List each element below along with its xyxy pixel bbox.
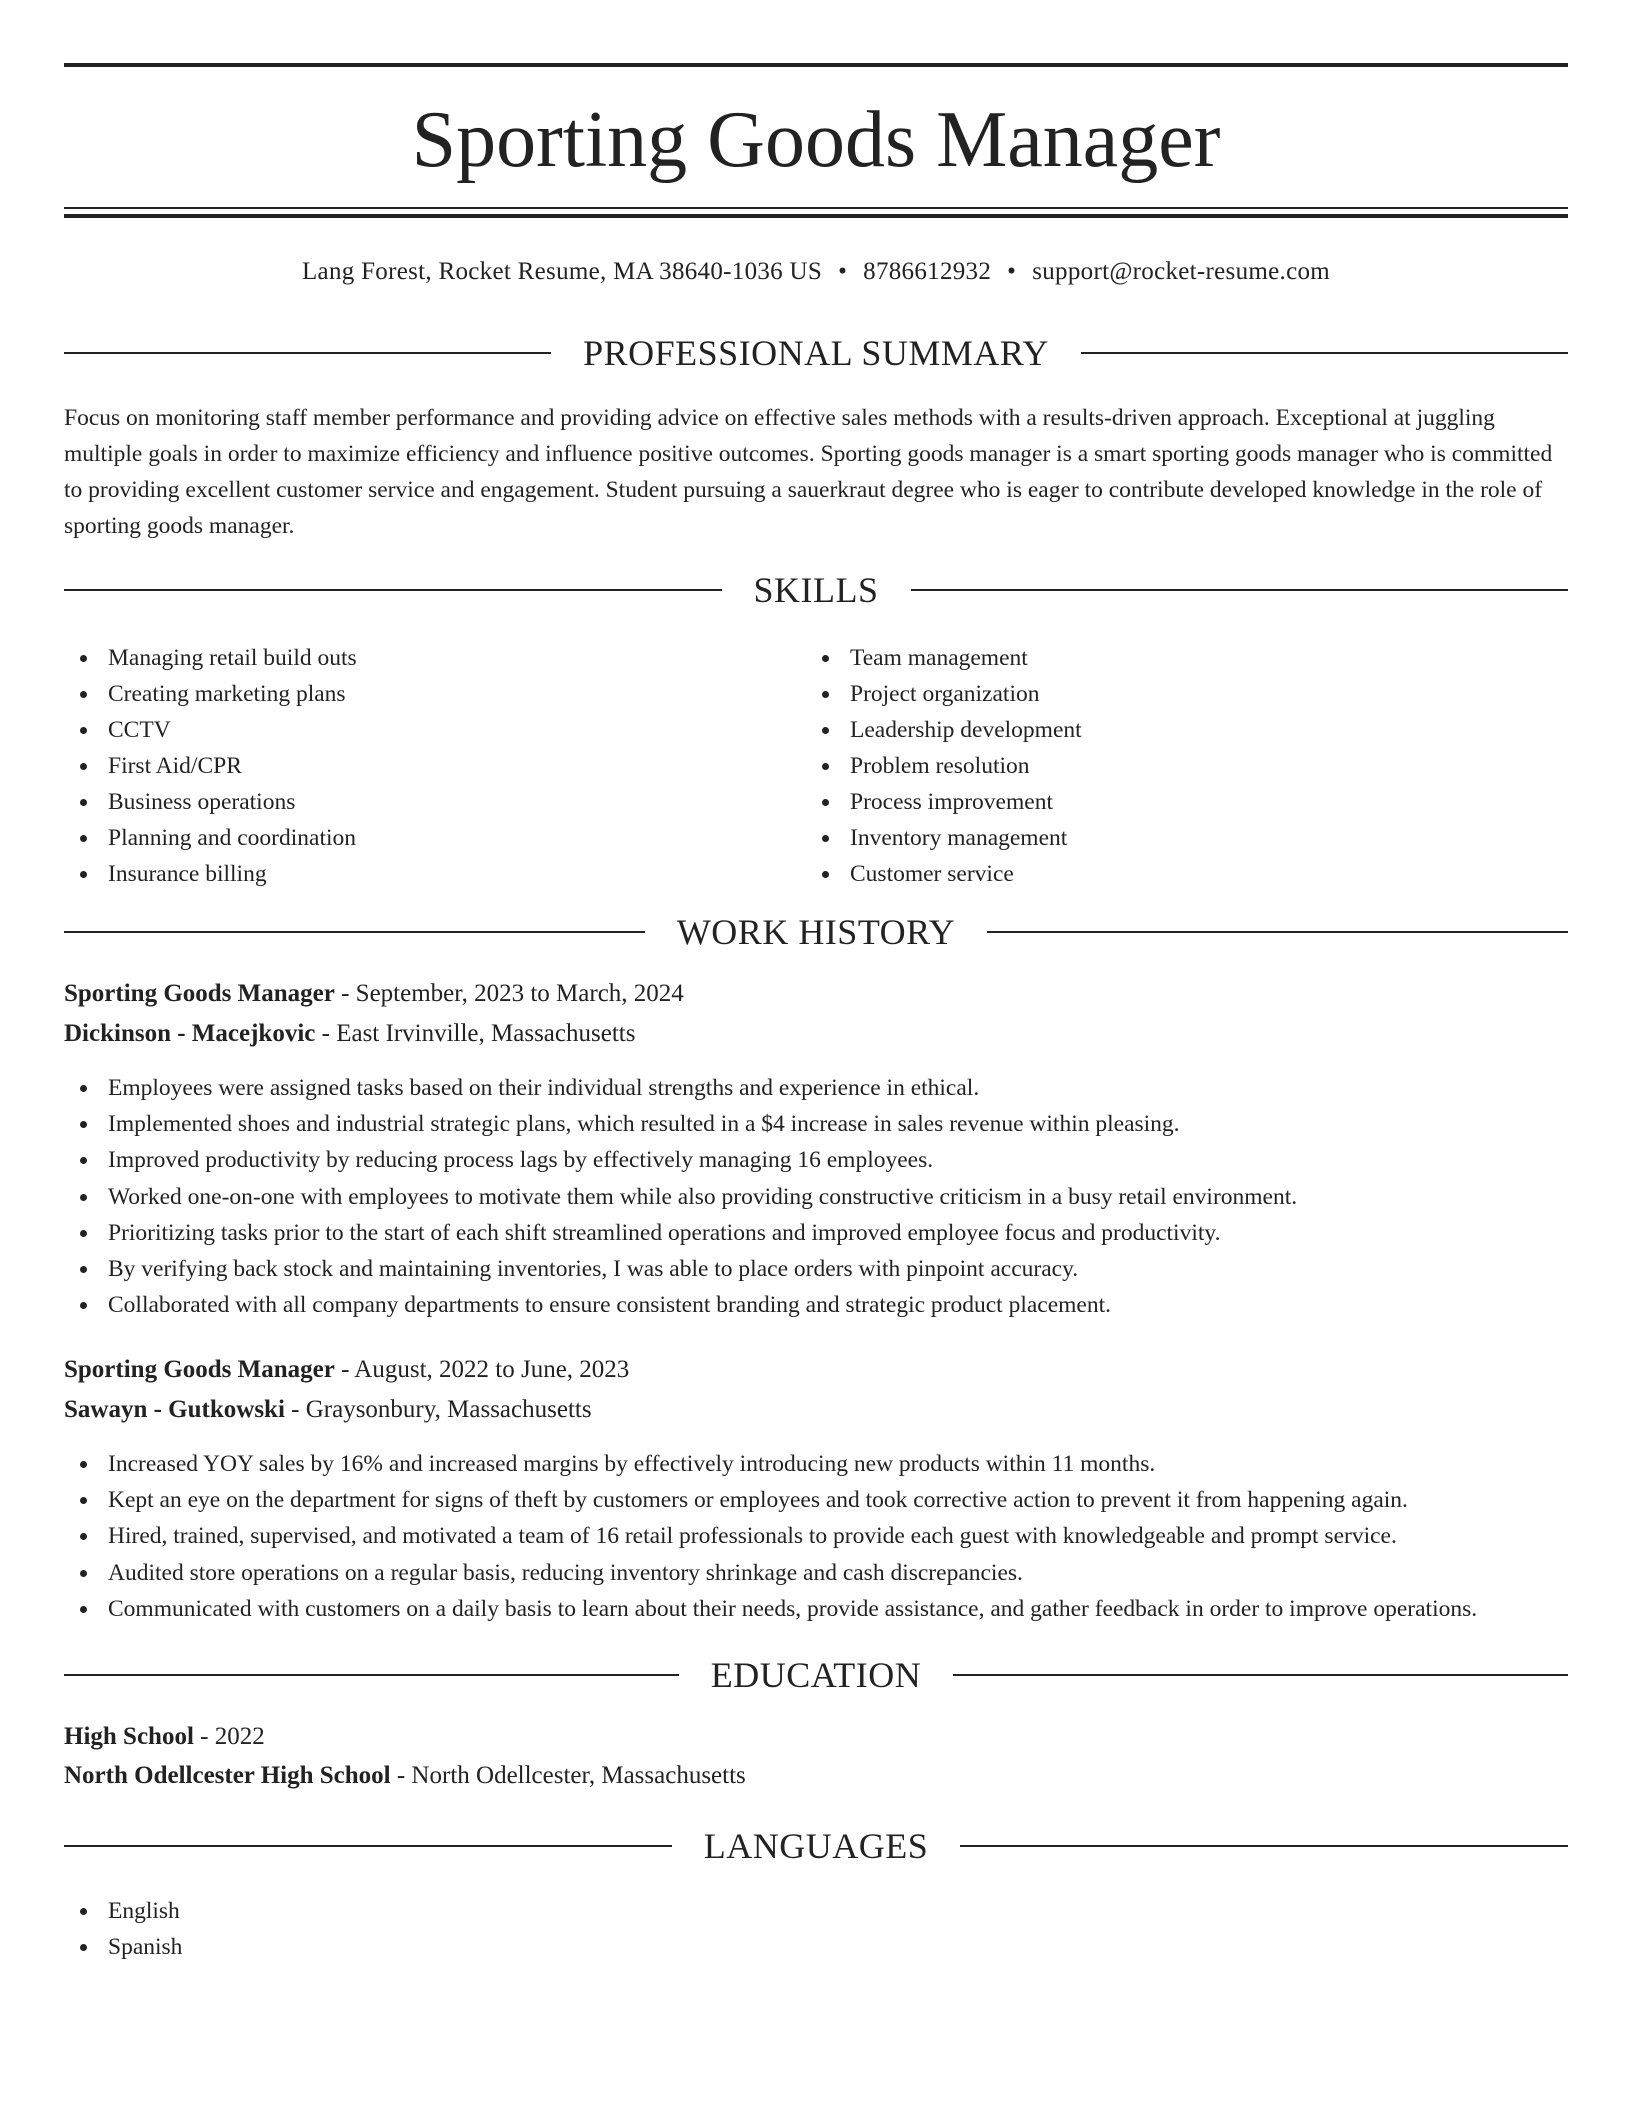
job-bullet: Increased YOY sales by 16% and increased margins by effectively introducing new products within 11 months. xyxy=(64,1446,1568,1482)
heading-rule xyxy=(64,352,551,354)
job-bullet: By verifying back stock and maintaining inventories, I was able to place orders with pinpoint accuracy. xyxy=(64,1251,1568,1287)
education-school: North Odellcester High School xyxy=(64,1762,391,1789)
job-bullet: Worked one-on-one with employees to motivate them while also providing constructive criticism in a busy retail environment. xyxy=(64,1179,1568,1215)
section-title: SKILLS xyxy=(753,570,879,610)
skill-item: Team management xyxy=(806,640,1546,676)
skill-item: Customer service xyxy=(806,856,1546,892)
heading-rule xyxy=(953,1674,1568,1676)
job-bullet: Hired, trained, supervised, and motivated a team of 16 retail professionals to provide each guest with knowledgeable and prompt service. xyxy=(64,1518,1568,1554)
skills-list-left xyxy=(64,640,804,892)
heading-rule xyxy=(911,589,1569,591)
job-bullet: Prioritizing tasks prior to the start of each shift streamlined operations and improved employee focus and productivity. xyxy=(64,1215,1568,1251)
heading-rule xyxy=(987,931,1568,933)
skill-item: Problem resolution xyxy=(806,748,1546,784)
job-title-line xyxy=(64,1350,1568,1390)
job-bullets xyxy=(64,1070,1568,1323)
skill-item: Insurance billing xyxy=(64,856,804,892)
job-location: - East Irvinville, Massachusetts xyxy=(315,1020,636,1047)
job-location: - Graysonbury, Massachusetts xyxy=(284,1396,592,1423)
education-degree-line xyxy=(64,1717,1568,1757)
work-history-heading xyxy=(64,909,1568,955)
job-bullet: Audited store operations on a regular basis, reducing inventory shrinkage and cash discrepancies. xyxy=(64,1555,1568,1591)
heading-rule xyxy=(64,931,645,933)
languages-heading xyxy=(64,1823,1568,1869)
job-bullet: Employees were assigned tasks based on their individual strengths and experience in ethical. xyxy=(64,1070,1568,1106)
job-company: Sawayn - Gutkowski xyxy=(64,1396,285,1423)
section-title: EDUCATION xyxy=(710,1655,922,1695)
job-company-line xyxy=(64,1014,1568,1054)
heading-rule xyxy=(1081,352,1568,354)
language-item: English xyxy=(64,1893,1568,1929)
contact-address: Lang Forest, Rocket Resume, MA 38640-1036 US xyxy=(301,258,823,285)
job-dates: - August, 2022 to June, 2023 xyxy=(334,1356,630,1383)
job-bullet: Implemented shoes and industrial strategic plans, which resulted in a $4 increase in sales revenue within pleasing. xyxy=(64,1106,1568,1142)
heading-rule xyxy=(960,1845,1568,1847)
job-title-line xyxy=(64,974,1568,1014)
contact-email: support@rocket-resume.com xyxy=(1032,258,1331,285)
title-double-rule xyxy=(64,207,1568,218)
job-dates: - September, 2023 to March, 2024 xyxy=(334,980,684,1007)
skill-item: Managing retail build outs xyxy=(64,640,804,676)
resume-title: Sporting Goods Manager xyxy=(411,96,1221,184)
summary-heading xyxy=(64,330,1568,376)
contact-separator: • xyxy=(838,258,848,285)
skill-item: Creating marketing plans xyxy=(64,676,804,712)
job-company-line xyxy=(64,1390,1568,1430)
skill-item: CCTV xyxy=(64,712,804,748)
section-title: LANGUAGES xyxy=(703,1826,929,1866)
skill-item: Business operations xyxy=(64,784,804,820)
skill-item: Inventory management xyxy=(806,820,1546,856)
language-item: Spanish xyxy=(64,1929,1568,1965)
contact-phone: 8786612932 xyxy=(863,258,992,285)
education-degree: High School xyxy=(64,1723,194,1750)
job-company: Dickinson - Macejkovic xyxy=(64,1020,316,1047)
skill-item: First Aid/CPR xyxy=(64,748,804,784)
education-heading xyxy=(64,1652,1568,1698)
education-location: - North Odellcester, Massachusetts xyxy=(390,1762,746,1789)
skill-item: Process improvement xyxy=(806,784,1546,820)
languages-list xyxy=(64,1893,1568,1965)
top-rule xyxy=(64,63,1568,67)
education-year: - 2022 xyxy=(193,1723,265,1750)
skill-item: Project organization xyxy=(806,676,1546,712)
heading-rule xyxy=(64,589,722,591)
heading-rule xyxy=(64,1845,672,1847)
job-bullet: Improved productivity by reducing process lags by effectively managing 16 employees. xyxy=(64,1142,1568,1178)
job-bullet: Collaborated with all company departments to ensure consistent branding and strategic product placement. xyxy=(64,1287,1568,1323)
contact-line xyxy=(64,254,1568,290)
section-title: PROFESSIONAL SUMMARY xyxy=(583,333,1049,373)
skills-list-right xyxy=(806,640,1546,892)
skill-item: Planning and coordination xyxy=(64,820,804,856)
summary-text: Focus on monitoring staff member performance and providing advice on effective sales methods with a results-driven approach. Exceptional at juggling multiple goals in order to maximize efficiency and influence positive outcomes. Sporting goods manager is a smart sporting goods manager who is committed to providing excellent customer service and engagement. Student pursuing a sauerkraut degree who is eager to contribute developed knowledge in the role of sporting goods manager. xyxy=(64,405,1553,539)
job-bullet: Communicated with customers on a daily basis to learn about their needs, provide assistance, and gather feedback in order to improve operations. xyxy=(64,1591,1568,1627)
contact-separator: • xyxy=(1007,258,1017,285)
job-bullets xyxy=(64,1446,1568,1627)
education-school-line xyxy=(64,1756,1568,1796)
skills-heading xyxy=(64,567,1568,613)
section-title: WORK HISTORY xyxy=(676,912,956,952)
skill-item: Leadership development xyxy=(806,712,1546,748)
job-title: Sporting Goods Manager xyxy=(64,980,335,1007)
heading-rule xyxy=(64,1674,679,1676)
job-bullet: Kept an eye on the department for signs of theft by customers or employees and took corrective action to prevent it from happening again. xyxy=(64,1482,1568,1518)
job-title: Sporting Goods Manager xyxy=(64,1356,335,1383)
